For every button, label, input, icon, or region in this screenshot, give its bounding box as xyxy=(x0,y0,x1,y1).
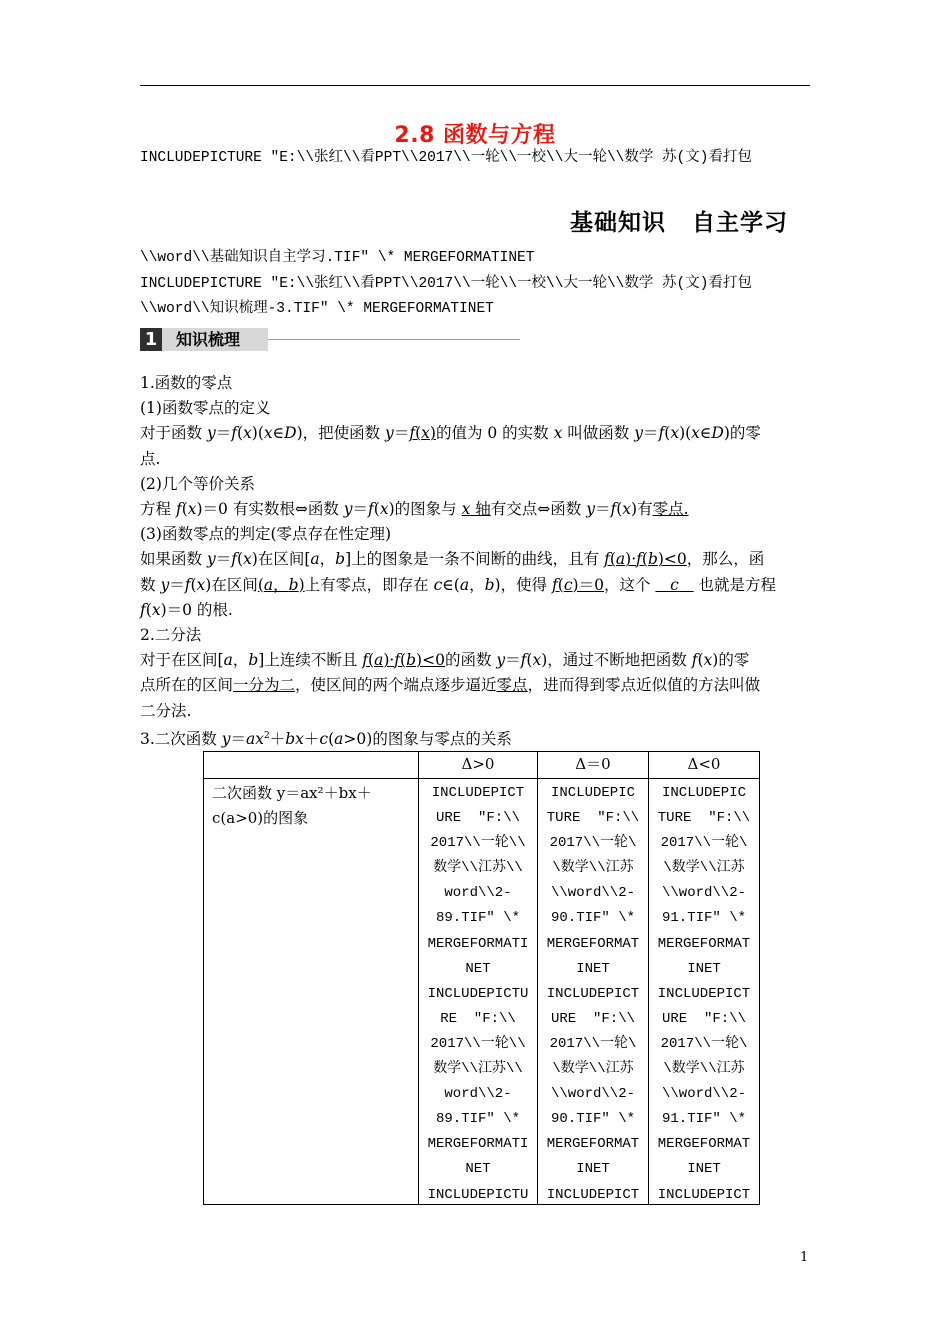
row-label-line: 二次函数 y＝ax²＋bx＋ xyxy=(212,784,372,802)
knowledge-badge-label: 知识梳理 xyxy=(176,330,241,349)
include-line-2: \\word\\基础知识自主学习.TIF" \* MERGEFORMATINET xyxy=(140,250,535,266)
text-line: 如果函数 y＝f(x)在区间[a，b]上的图象是一条不间断的曲线，且有 f(a)·f(b)<0，那么，函 xyxy=(140,550,765,569)
page-title: 2.8 函数与方程 xyxy=(394,123,556,148)
table-header-cell: Δ<0 xyxy=(649,752,760,779)
include-picture-text: INCLUDEPICT URE "F:\\ 2017\\一轮\\ 数学\\江苏\\ word\\2- 89.TIF" \* MERGEFORMATI NET INCLUDEPICTU RE "F:\\ 2017\\一轮\\ 数学\\江苏\\ word\\2- 89.TIF" \* MERGEFORMATI NET INCLUDEPICTU xyxy=(427,785,529,1203)
text-line: (2)几个等价关系 xyxy=(140,474,255,493)
text-line: 对于在区间[a，b]上连续不断且 f(a)·f(b)<0的函数 y＝f(x)，通过不断地把函数 f(x)的零 xyxy=(140,651,750,670)
section-title-part2: 自主学习 xyxy=(692,210,788,236)
table-cell xyxy=(538,779,649,1205)
include-line-1: INCLUDEPICTURE "E:\\张红\\看PPT\\2017\\一轮\\一校\\大一轮\\数学 苏(文)看打包 xyxy=(140,150,752,166)
text-line: 方程 f(x)＝0 有实数根⇔函数 y＝f(x)的图象与 x 轴有交点⇔函数 y＝f(x)有零点. xyxy=(140,500,689,519)
include-line-3: INCLUDEPICTURE "E:\\张红\\看PPT\\2017\\一轮\\一校\\大一轮\\数学 苏(文)看打包 xyxy=(140,276,752,292)
include-line-4: \\word\\知识梳理-3.TIF" \* MERGEFORMATINET xyxy=(140,301,494,317)
section-title xyxy=(570,204,788,237)
text-line: 二分法. xyxy=(140,701,192,720)
page-number: 1 xyxy=(800,1250,809,1265)
section-title-part1: 基础知识 xyxy=(570,210,666,236)
table-header-row xyxy=(204,752,760,779)
table-header-cell: Δ>0 xyxy=(419,752,538,779)
table-cell xyxy=(419,779,538,1205)
include-picture-text: INCLUDEPIC TURE "F:\\ 2017\\一轮\ \数学\\江苏 \\word\\2- 91.TIF" \* MERGEFORMAT INET INCLUDEPICT URE "F:\\ 2017\\一轮\ \数学\\江苏 \\word\\2- 91.TIF" \* MERGEFORMAT INET INCLUDEPICT xyxy=(657,785,751,1203)
table-row-label xyxy=(204,779,419,1205)
main-text xyxy=(140,371,812,752)
table-header-cell xyxy=(204,752,419,779)
text-line: 数 y＝f(x)在区间(a，b)上有零点，即存在 c∈(a，b)，使得 f(c)＝0，这个 c 也就是方程 xyxy=(140,575,777,594)
knowledge-badge-rule xyxy=(268,339,520,340)
header-rule xyxy=(140,85,810,86)
text-line: 点. xyxy=(140,449,161,468)
text-line: 对于函数 y＝f(x)(x∈D)，把使函数 y＝f(x)的值为 0 的实数 x 叫做函数 y＝f(x)(x∈D)的零 xyxy=(140,424,761,443)
quadratic-table xyxy=(203,751,760,1205)
table-cell xyxy=(649,779,760,1205)
table-row xyxy=(204,779,760,1205)
text-line: 3.二次函数 $y=ax^2+bx+c(a>0)$的图象与零点的关系 xyxy=(140,730,512,748)
text-line: f(x)＝0 的根. xyxy=(140,600,233,619)
knowledge-badge-number: 1 xyxy=(140,328,162,351)
text-line: 点所在的区间一分为二，使区间的两个端点逐步逼近零点，进而得到零点近似值的方法叫做 xyxy=(140,676,761,695)
text-line: (1)函数零点的定义 xyxy=(140,399,271,418)
text-line: 2.二分法 xyxy=(140,626,202,645)
text-line: (3)函数零点的判定(零点存在性定理) xyxy=(140,525,392,544)
table-header-cell: Δ＝0 xyxy=(538,752,649,779)
row-label-line: c(a>0)的图象 xyxy=(212,809,309,827)
row-label-text xyxy=(212,781,412,1204)
text-line: 1.函数的零点 xyxy=(140,374,233,392)
include-picture-text: INCLUDEPIC TURE "F:\\ 2017\\一轮\ \数学\\江苏 \\word\\2- 90.TIF" \* MERGEFORMAT INET INCLUDEPICT URE "F:\\ 2017\\一轮\ \数学\\江苏 \\word\\2- 90.TIF" \* MERGEFORMAT INET INCLUDEPICT xyxy=(546,785,640,1203)
